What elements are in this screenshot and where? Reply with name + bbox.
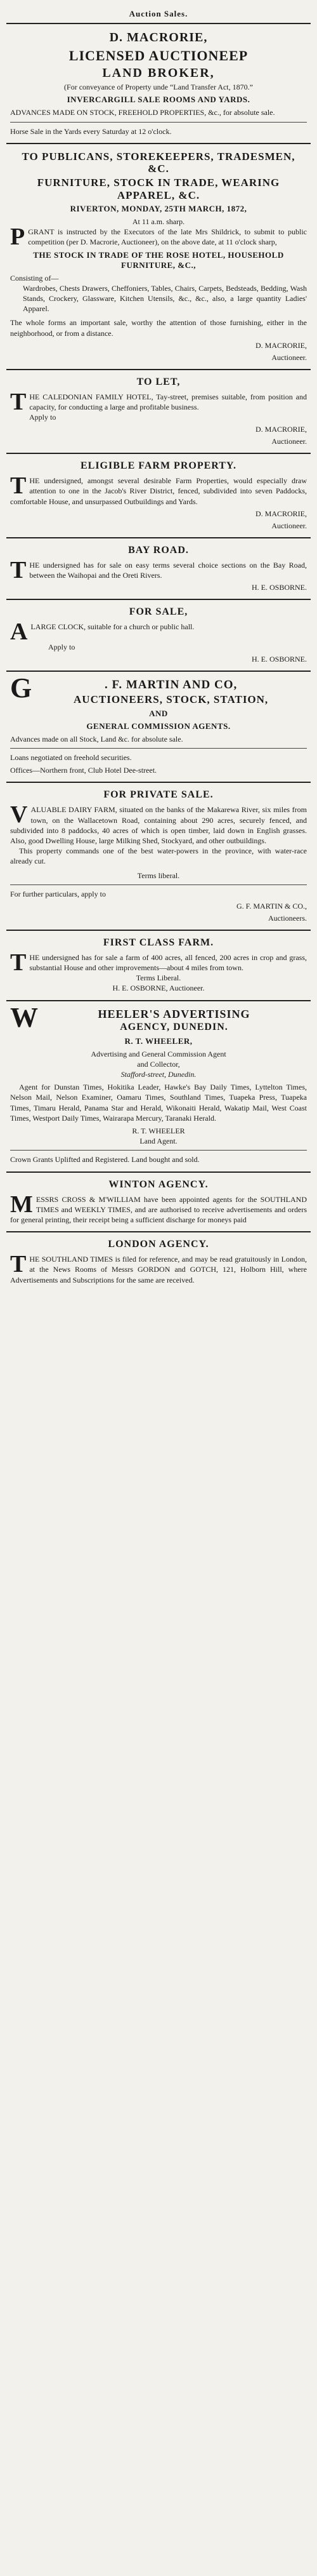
instruction-paragraph (10, 224, 307, 251)
wheeler-name: R. T. WHEELER, (124, 1036, 193, 1046)
winton-agency-heading: WINTON AGENCY. (108, 1178, 209, 1190)
signature-title: Land Agent. (139, 1137, 178, 1146)
signature-name: D. MACRORIE, (255, 340, 307, 350)
winton-agency-body (10, 1191, 307, 1225)
signature: H. E. OSBORNE, Auctioneer. (112, 984, 205, 993)
first-class-farm-body (10, 949, 307, 976)
farm-property-body (10, 472, 307, 507)
furniture-heading: FURNITURE, STOCK IN TRADE, WEARING APPAREL, &C. (37, 176, 280, 201)
horse-sale-note: Horse Sale in the Yards every Saturday at 12 o'clock. (10, 126, 172, 136)
loans-note: Loans negotiated on freehold securities. (10, 753, 132, 762)
and-label: AND (149, 708, 168, 718)
drop-cap: G (10, 672, 32, 704)
clock-body (10, 618, 307, 646)
auctioneer-title: LICENSED AUCTIONEEP (68, 48, 249, 63)
winton-agency-ad (6, 1171, 311, 1232)
drop-cap: T (10, 472, 27, 500)
signature-name: D. MACRORIE, (255, 509, 307, 518)
drop-cap: T (10, 1251, 27, 1278)
signature-name: R. T. WHEELER (132, 1126, 185, 1136)
publicans-sale-ad (6, 143, 311, 369)
drop-cap: T (10, 556, 27, 584)
wheeler-role: Advertising and General Commission Agent (91, 1049, 226, 1058)
first-class-farm-heading: FIRST CLASS FARM. (103, 937, 214, 948)
commission-agents: GENERAL COMMISSION AGENTS. (86, 721, 231, 731)
publicans-heading: TO PUBLICANS, STOREKEEPERS, TRADESMEN, &C. (22, 150, 295, 175)
divider (10, 122, 307, 123)
apply-label: Apply to (29, 413, 56, 422)
wheeler-agent-list: Agent for Dunstan Times, Hokitika Leader, Hawke's Bay Daily Times, Lyttelton Times, Nelson Mail, Nelson Examiner, Oamaru Times, Southland Times, Tuapeka Press, Tuapeka Times, Timaru Herald, Panama Star and Herald, Wikonaiti Herald, Wakatip Mail, West Coast Times, Westport Daily Times, Wairarapa Mercury, Taranaki Herald. (10, 1083, 307, 1123)
drop-cap: M (10, 1191, 33, 1218)
wheeler-heading-block (10, 1001, 307, 1034)
private-sale-ad (6, 782, 311, 930)
bay-road-heading: BAY ROAD. (128, 544, 189, 556)
clock-text: LARGE CLOCK, suitable for a church or public hall. (30, 622, 195, 632)
clock-sale-ad (6, 599, 311, 671)
stock-heading: THE STOCK IN TRADE OF THE ROSE HOTEL, HOUSEHOLD FURNITURE, &C., (33, 250, 284, 270)
auctioneer-name: D. MACRORIE, (109, 30, 208, 44)
sale-rooms: INVERCARGILL SALE ROOMS AND YARDS. (67, 95, 250, 105)
farm-property-text: HE undersigned, amongst several desirable Farm Properties, would especially draw attention to one in the Jacob's River District, fenced, subdivided into seven Paddocks, comfortable House, and unsurpassed Outbuildings and Yards. (10, 476, 307, 506)
consisting-label: Consisting of— (10, 273, 59, 283)
london-agency-text: HE SOUTHLAND TIMES is filed for reference, and may be read gratuitously in London, at the News Rooms of Messrs GORDON and GOTCH, 121, Holborn Hill, where Advertisements and Subscriptions for the same are received. (10, 1255, 307, 1285)
divider (10, 884, 307, 885)
london-agency-body (10, 1251, 307, 1285)
bay-road-body (10, 556, 307, 584)
dairy-farm-text: ALUABLE DAIRY FARM, situated on the banks of the Makarewa River, six miles from town, on the Wallacetown Road, containing about 290 acres, securely fenced, and subdivided into 8 paddocks, 40 acres of which is open timber, laid down in English grasses. Also, good Dwelling House, large Milking Shed, Stockyard, and other outbuildings. (10, 805, 307, 845)
to-let-ad (6, 369, 311, 453)
bay-road-text: HE undersigned has for sale on easy terms several choice sections on the Bay Road, between the Waihopai and the Oreti Rivers. (29, 560, 307, 580)
london-agency-ad (6, 1231, 311, 1291)
martin-name: . F. MARTIN AND CO, (105, 678, 238, 692)
items-list: Wardrobes, Chests Drawers, Cheffoniers, Tables, Chairs, Carpets, Bedsteads, Bedding, Wash Stands, Crockery, Glassware, Kitchen Utensils, &c., &c., also, a large quantity Ladies' Apparel. (23, 283, 307, 314)
sale-date: RIVERTON, MONDAY, 25TH MARCH, 1872, (70, 204, 247, 214)
drop-cap: T (10, 949, 27, 976)
section-title: Auction Sales. (129, 9, 188, 18)
whole-sale-note: The whole forms an important sale, worthy the attention of those furnishing, either in the neighborhood, or from a distance. (10, 318, 307, 338)
winton-agency-text: ESSRS CROSS & M'WILLIAM have been appointed agents for the SOUTHLAND TIMES and WEEKLY TIMES, and are authorised to receive advertisements and orders for general printing, their receipt being a sufficient discharge for moneys paid (10, 1194, 307, 1224)
drop-cap: A (10, 618, 28, 646)
offices-note: Offices—Northern front, Club Hotel Dee-street. (10, 766, 157, 775)
drop-cap: T (10, 388, 27, 415)
signature-name: D. MACRORIE, (255, 425, 307, 434)
apply-label: Apply to (48, 643, 75, 652)
wheeler-location: AGENCY, DUNEDIN. (120, 1022, 228, 1033)
further-particulars: For further particulars, apply to (10, 889, 106, 898)
farm-property-heading: ELIGIBLE FARM PROPERTY. (80, 460, 237, 472)
wheeler-address: Stafford-street, Dunedin. (120, 1070, 197, 1079)
signature: H. E. OSBORNE. (251, 655, 307, 664)
wheeler-role-2: and Collector, (137, 1059, 180, 1069)
newspaper-page (6, 0, 311, 1307)
signature-title: Auctioneer. (271, 521, 307, 530)
farm-property-ad (6, 453, 311, 537)
for-sale-heading: FOR SALE, (129, 606, 188, 618)
to-let-heading: TO LET, (136, 376, 181, 387)
divider (10, 1150, 307, 1151)
martin-agents-ad (6, 671, 311, 782)
to-let-body (10, 388, 307, 415)
first-class-farm-ad (6, 930, 311, 1000)
martin-heading-block (10, 672, 307, 706)
drop-cap: P (10, 224, 25, 251)
signature-title: Auctioneer. (271, 352, 307, 362)
signature-title: Auctioneer. (271, 437, 307, 446)
to-let-text: HE CALEDONIAN FAMILY HOTEL, Tay-street, premises suitable, from position and capacity, for conducting a large and profitable business. (29, 392, 307, 411)
divider (10, 748, 307, 749)
conveyance-note: (For conveyance of Property unde “Land Transfer Act, 1870.” (64, 83, 253, 92)
water-power-note: This property commands one of the best water-powers in the province, with water-race already cut. (10, 846, 307, 866)
signature-title: Auctioneers. (268, 913, 307, 923)
martin-role: AUCTIONEERS, STOCK, STATION, (74, 693, 269, 706)
private-sale-heading: FOR PRIVATE SALE. (103, 789, 214, 801)
terms-note: Terms liberal. (137, 871, 180, 880)
wheeler-agency-ad (6, 1000, 311, 1171)
crown-grants-note: Crown Grants Uplifted and Registered. Land bought and sold. (10, 1155, 200, 1165)
drop-cap: V (10, 801, 28, 829)
london-agency-heading: LONDON AGENCY. (108, 1239, 209, 1250)
terms-note: Terms Liberal. (136, 973, 181, 983)
land-broker-title: LAND BROKER, (102, 66, 215, 81)
sale-time: At 11 a.m. sharp. (132, 217, 185, 227)
drop-cap: W (10, 1001, 38, 1033)
advances-note: ADVANCES MADE ON STOCK, FREEHOLD PROPERTIES, &c., for absolute sale. (10, 108, 275, 117)
first-class-farm-text: HE undersigned has for sale a farm of 400 acres, all fenced, 200 acres in crop and grass, substantial House and other improvements—about 4 miles from town. (29, 952, 307, 973)
advances-note: Advances made on all Stock, Land &c. for absolute sale. (10, 734, 183, 744)
bay-road-ad (6, 537, 311, 599)
dairy-farm-body (10, 801, 307, 846)
macrorie-auctioneer-ad (6, 23, 311, 143)
signature: H. E. OSBORNE. (251, 583, 307, 592)
signature-name: G. F. MARTIN & CO., (236, 901, 307, 911)
wheeler-title: HEELER'S ADVERTISING (98, 1007, 250, 1020)
instruction-text: GRANT is instructed by the Executors of the late Mrs Shildrick, to submit to public competition (per D. Macrorie, Auctioneer), on the above date, at 11 o'clock sharp, (28, 227, 307, 247)
